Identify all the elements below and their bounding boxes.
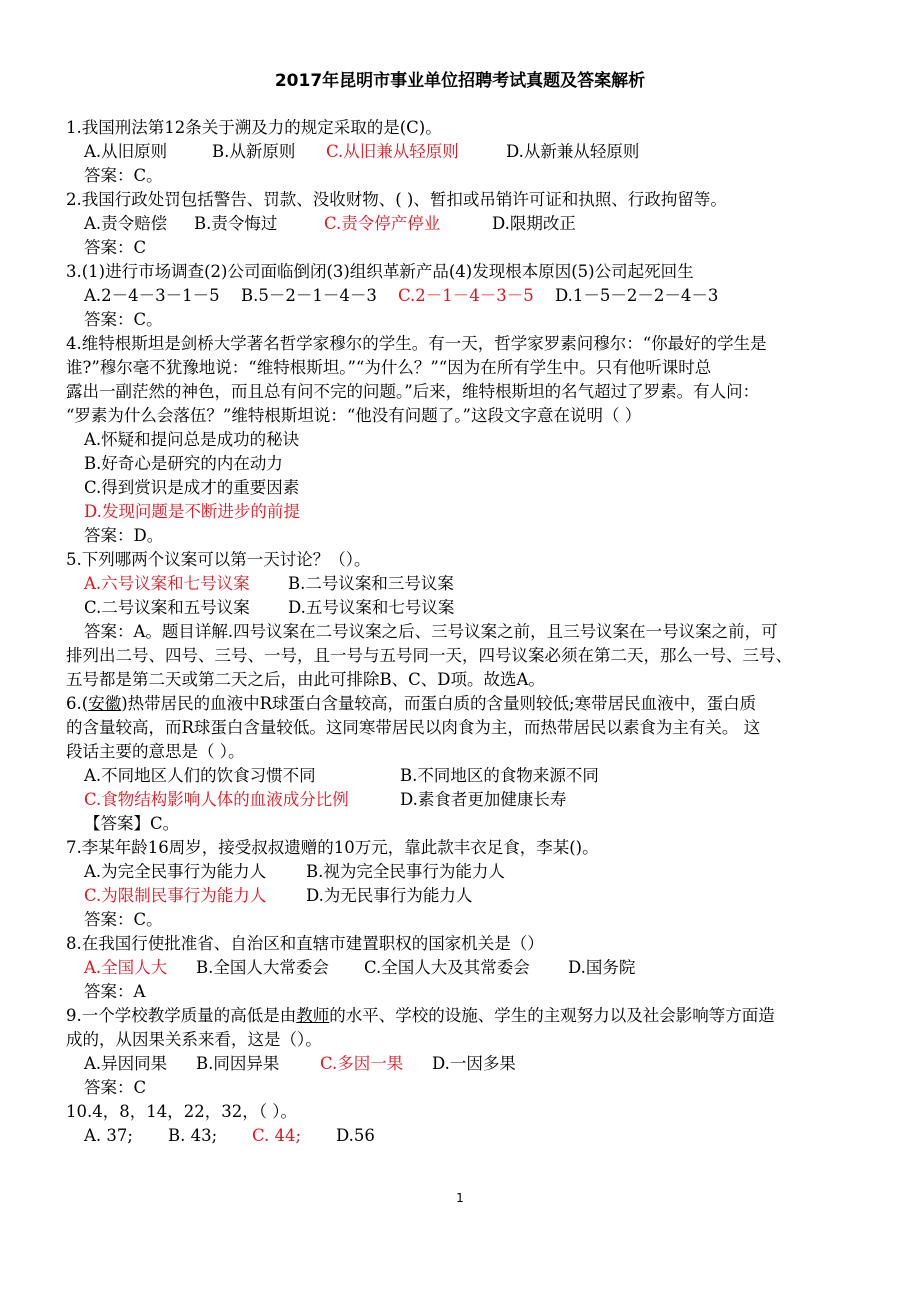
question-5-options-row2 bbox=[66, 596, 858, 620]
option-d: D.从新兼从轻原则 bbox=[506, 142, 640, 161]
option-a: A.2－4－3－1－5 bbox=[84, 286, 220, 305]
question-9-answer: 答案：C bbox=[84, 1078, 147, 1097]
option-c-correct: C.多因一果 bbox=[320, 1054, 404, 1073]
question-6-options-row2 bbox=[66, 788, 858, 812]
question-8-options bbox=[66, 956, 858, 980]
question-6-stem-line bbox=[66, 692, 858, 716]
option-b: B.责令悔过 bbox=[194, 214, 278, 233]
question-9-stem-line bbox=[66, 1004, 858, 1028]
option-a: A.不同地区人们的饮食习惯不同 bbox=[84, 766, 316, 785]
option-d: D.五号议案和七号议案 bbox=[288, 598, 455, 617]
option-b: B.全国人大常委会 bbox=[196, 958, 329, 977]
option-a: A.从旧原则 bbox=[84, 142, 168, 161]
option-b: B.视为完全民事行为能力人 bbox=[306, 862, 505, 881]
option-c-correct: C.从旧兼从轻原则 bbox=[326, 142, 459, 161]
option-c-correct: C.2－1－4－3－5 bbox=[398, 286, 534, 305]
question-3-stem: 3.(1)进行市场调查(2)公司面临倒闭(3)组织革新产品(4)发现根本原因(5)公司起死回生 bbox=[66, 262, 694, 281]
option-b: B.同因异果 bbox=[196, 1054, 280, 1073]
option-d-correct: D.发现问题是不断进步的前提 bbox=[84, 502, 300, 521]
question-7-options-row1 bbox=[66, 860, 858, 884]
option-d: D.国务院 bbox=[568, 958, 636, 977]
question-5-answer-line: 五号都是第二天或第二天之后，由此可排除B、C、D项。故选A。 bbox=[66, 670, 545, 689]
option-d: D.一因多果 bbox=[432, 1054, 516, 1073]
question-6-stem-line: 段话主要的意思是（ ）。 bbox=[66, 742, 245, 761]
question-1-stem: 1.我国刑法第12条关于溯及力的规定采取的是(C)。 bbox=[66, 118, 442, 137]
option-a: A.怀疑和提问总是成功的秘诀 bbox=[84, 430, 300, 449]
question-6-region: 安徽 bbox=[88, 694, 122, 713]
question-3-options bbox=[66, 284, 858, 308]
question-10-stem: 10.4，8，14，22，32，（ ）。 bbox=[66, 1102, 297, 1121]
option-b: B.不同地区的食物来源不同 bbox=[400, 766, 599, 785]
question-2-options bbox=[66, 212, 858, 236]
option-c: C.二号议案和五号议案 bbox=[84, 598, 250, 617]
question-6-prefix: 6.( bbox=[66, 694, 89, 713]
question-5-answer-line: 答案：A。题目详解.四号议案在二号议案之后、三号议案之前，且三号议案在一号议案之前，可 bbox=[84, 622, 778, 641]
option-d: D.为无民事行为能力人 bbox=[306, 886, 473, 905]
option-c-correct: C.责令停产停业 bbox=[324, 214, 441, 233]
option-d: D.56 bbox=[336, 1126, 375, 1145]
option-b: B.好奇心是研究的内在动力 bbox=[84, 454, 283, 473]
option-b: B.二号议案和三号议案 bbox=[288, 574, 454, 593]
question-9-stem-line: 成的，从因果关系来看，这是（）。 bbox=[66, 1030, 322, 1049]
option-c: C.得到赏识是成才的重要因素 bbox=[84, 478, 300, 497]
question-5-answer-line: 排列出二号、四号、三号、一号，且一号与五号同一天，四号议案必须在第二天，那么一号、三号、 bbox=[66, 646, 792, 665]
question-4-stem-line: “罗素为什么会落伍？”维特根斯坦说：“他没有问题了。”这段文字意在说明（ ） bbox=[66, 406, 642, 425]
question-6-stem-rest: )热带居民的血液中R球蛋白含量较高，而蛋白质的含量则较低;寒带居民血液中，蛋白质 bbox=[121, 694, 757, 713]
option-c-correct: C. 44; bbox=[252, 1126, 302, 1145]
option-d: D.限期改正 bbox=[492, 214, 576, 233]
question-9-options bbox=[66, 1052, 858, 1076]
question-5-options-row1 bbox=[66, 572, 858, 596]
option-d: D.素食者更加健康长寿 bbox=[400, 790, 567, 809]
question-7-stem: 7.李某年龄16周岁，接受叔叔遗赠的10万元，靠此款丰衣足食，李某()。 bbox=[66, 838, 599, 857]
question-8-answer: 答案：A bbox=[84, 982, 146, 1001]
question-6-options-row1 bbox=[66, 764, 858, 788]
option-d: D.1－5－2－2－4－3 bbox=[555, 286, 719, 305]
question-7-options-row2 bbox=[66, 884, 858, 908]
question-2-stem: 2.我国行政处罚包括警告、罚款、没收财物、( )、暂扣或吊销许可证和执照、行政拘留等。 bbox=[66, 190, 727, 209]
option-b: B.5－2－1－4－3 bbox=[241, 286, 377, 305]
question-2-answer: 答案：C bbox=[84, 238, 147, 257]
question-3-answer: 答案：C。 bbox=[84, 310, 163, 329]
question-4-answer: 答案：D。 bbox=[84, 526, 164, 545]
option-a: A. 37; bbox=[84, 1126, 133, 1145]
question-9-stem-pre: 9.一个学校教学质量的高低是由 bbox=[66, 1006, 297, 1025]
question-10-options bbox=[66, 1124, 858, 1148]
option-c-correct: C.为限制民事行为能力人 bbox=[84, 886, 267, 905]
option-a-correct: A.六号议案和七号议案 bbox=[84, 574, 250, 593]
option-a-correct: A.全国人大 bbox=[84, 958, 168, 977]
question-6-answer: 【答案】C。 bbox=[84, 814, 180, 833]
question-9-underlined: 教师 bbox=[296, 1006, 330, 1025]
option-b: B. 43; bbox=[168, 1126, 218, 1145]
option-a: A.为完全民事行为能力人 bbox=[84, 862, 267, 881]
page-number: 1 bbox=[456, 1191, 464, 1205]
option-c-correct: C.食物结构影响人体的血液成分比例 bbox=[84, 790, 349, 809]
option-a: A.责令赔偿 bbox=[84, 214, 168, 233]
option-c: C.全国人大及其常委会 bbox=[364, 958, 530, 977]
question-1-options bbox=[66, 140, 858, 164]
question-1-answer: 答案：C。 bbox=[84, 166, 163, 185]
question-6-stem-line: 的含量较高，而R球蛋白含量较低。这同寒带居民以肉食为主，而热带居民以素食为主有关。 这 bbox=[66, 718, 761, 737]
question-7-answer: 答案：C。 bbox=[84, 910, 163, 929]
option-b: B.从新原则 bbox=[212, 142, 296, 161]
question-4-stem-line: 谁?”穆尔毫不犹豫地说：“维特根斯坦。”“为什么？”“因为在所有学生中。只有他听课时总 bbox=[66, 358, 712, 377]
question-9-stem-post: 的水平、学校的设施、学生的主观努力以及社会影响等方面造 bbox=[329, 1006, 775, 1025]
page-title: 2017年昆明市事业单位招聘考试真题及答案解析 bbox=[274, 71, 646, 91]
question-4-stem-line: 4.维特根斯坦是剑桥大学著名哲学家穆尔的学生。有一天，哲学家罗素问穆尔：“你最好的学生是 bbox=[66, 334, 767, 353]
option-a: A.异因同果 bbox=[84, 1054, 168, 1073]
question-5-stem: 5.下列哪两个议案可以第一天讨论？（）。 bbox=[66, 550, 371, 569]
question-4-stem-line: 露出一副茫然的神色，而且总有问不完的问题。”后来，维特根斯坦的名气超过了罗素。有人问： bbox=[66, 382, 760, 401]
question-8-stem: 8.在我国行使批准省、自治区和直辖市建置职权的国家机关是（） bbox=[66, 934, 544, 953]
question-list bbox=[66, 116, 858, 1148]
